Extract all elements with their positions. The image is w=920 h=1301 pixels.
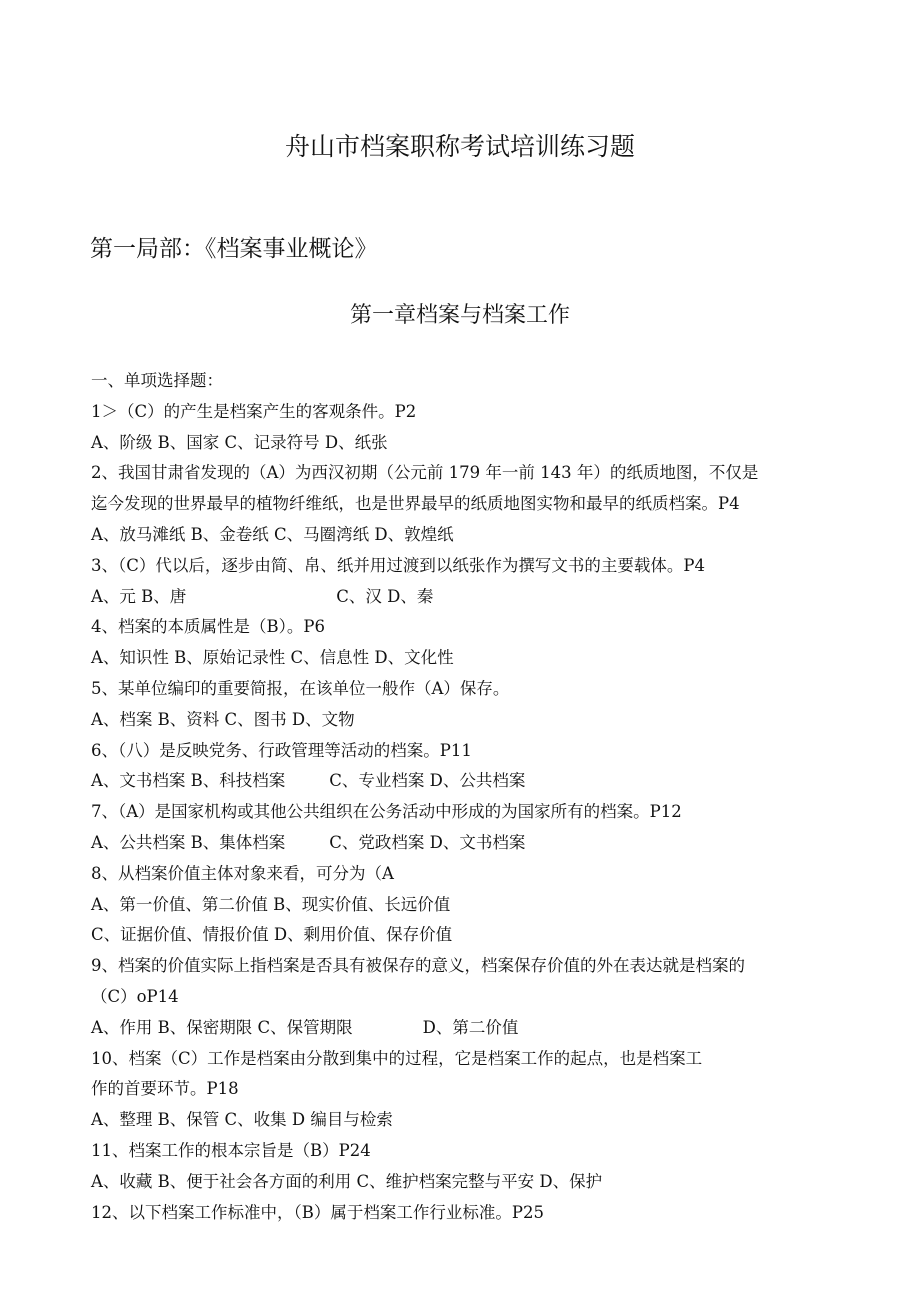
option-line — [91, 1013, 841, 1044]
option-line — [91, 828, 841, 859]
document-title: 舟山市档案职称考试培训练习题 — [284, 132, 635, 161]
question-line: （C）oP14 — [91, 986, 179, 1006]
section-heading: 一、单项选择题： — [91, 371, 223, 390]
question-line: 2、我国甘肃省发现的（A）为西汉初期（公元前 179 年一前 143 年）的纸质地图，不仅是 — [91, 463, 759, 483]
chapter-title: 第一章档案与档案工作 — [349, 303, 570, 328]
option-part: D、第二价值 — [422, 1017, 519, 1037]
option-part: A、文书档案 B、科技档案 — [91, 771, 286, 791]
question-line: 3、（C）代以后，逐步由简、帛、纸并用过渡到以纸张作为撰写文书的主要载体。P4 — [91, 555, 705, 575]
option-part: C、汉 D、秦 — [336, 586, 434, 606]
option-part: C、专业档案 D、公共档案 — [329, 771, 526, 791]
question-line: 迄今发现的世界最早的植物纤维纸，也是世界最早的纸质地图实物和最早的纸质档案。P4 — [91, 494, 740, 514]
option-part: A、公共档案 B、集体档案 — [91, 832, 286, 852]
option-line — [91, 766, 841, 797]
option-line: A、第一价值、第二价值 B、现实价值、长远价值 — [91, 894, 451, 914]
question-line: 8、从档案价值主体对象来看，可分为（A — [91, 863, 394, 883]
option-line: C、证据价值、情报价值 D、剩用价值、保存价值 — [91, 925, 453, 945]
question-line: 作的首要环节。P18 — [91, 1079, 239, 1099]
option-line: A、整理 B、保管 C、收集 D 编目与检索 — [91, 1110, 393, 1130]
option-line: A、知识性 B、原始记录性 C、信息性 D、文化性 — [91, 648, 454, 668]
option-line: A、档案 B、资料 C、图书 D、文物 — [91, 709, 355, 729]
question-line: 12、以下档案工作标准中，（B）属于档案工作行业标准。P25 — [91, 1202, 544, 1222]
question-line: 7、（A）是国家机构或其他公共组织在公务活动中形成的为国家所有的档案。P12 — [91, 802, 682, 822]
option-part: C、党政档案 D、文书档案 — [329, 832, 526, 852]
option-line: A、收藏 B、便于社会各方面的利用 C、维护档案完整与平安 D、保护 — [91, 1171, 603, 1191]
question-list — [91, 366, 841, 1228]
option-part: A、元 B、唐 — [91, 586, 187, 606]
option-part: A、作用 B、保密期限 C、保管期限 — [91, 1017, 353, 1037]
question-line: 11、档案工作的根本宗旨是（B）P24 — [91, 1140, 371, 1160]
question-line: 10、档案（C）工作是档案由分散到集中的过程，它是档案工作的起点，也是档案工 — [91, 1048, 703, 1068]
question-line: 6、（八）是反映党务、行政管理等活动的档案。P11 — [91, 740, 472, 760]
option-line — [91, 582, 841, 613]
part-title: 第一局部：《档案事业概论》 — [90, 236, 378, 262]
option-line: A、阶级 B、国家 C、记录符号 D、纸张 — [91, 432, 388, 452]
question-line: 1＞（C）的产生是档案产生的客观条件。P2 — [91, 401, 417, 421]
question-line: 5、某单位编印的重要简报，在该单位一般作（A）保存。 — [91, 678, 510, 698]
option-line: A、放马滩纸 B、金卷纸 C、马圈湾纸 D、敦煌纸 — [91, 524, 454, 544]
question-line: 4、档案的本质属性是（B）。P6 — [91, 617, 325, 637]
question-line: 9、档案的价值实际上指档案是否具有被保存的意义，档案保存价值的外在表达就是档案的 — [91, 956, 745, 976]
